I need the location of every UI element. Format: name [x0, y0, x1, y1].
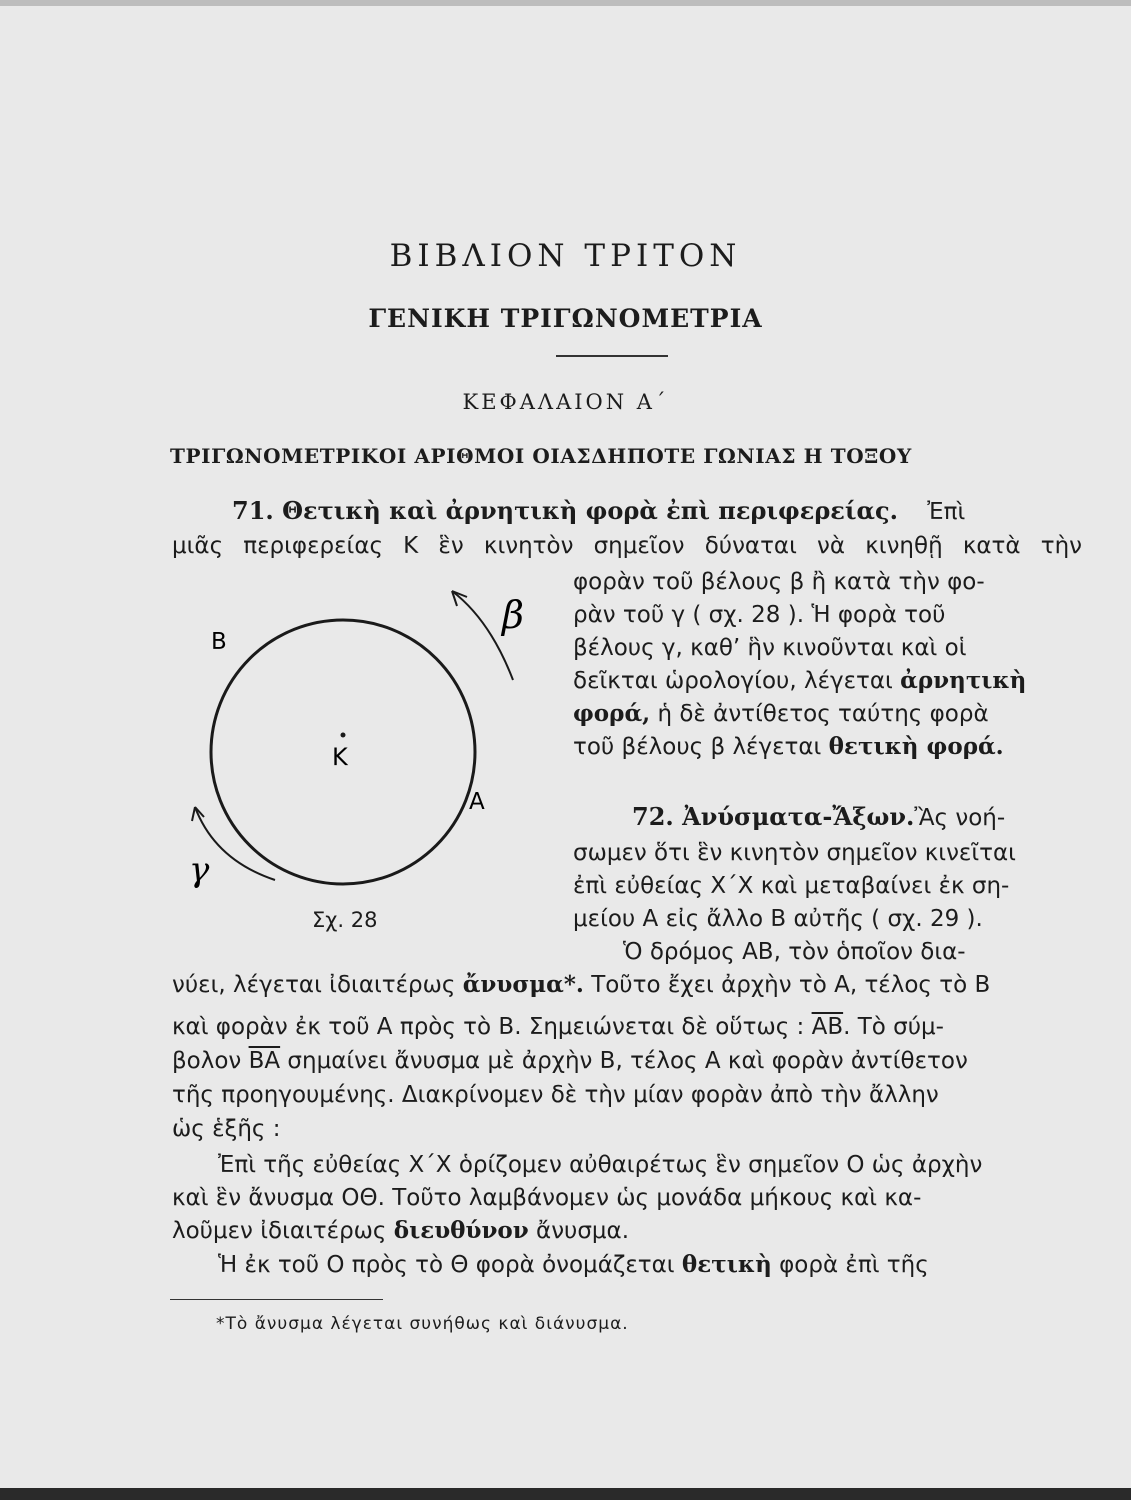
s72-line-10: ὡς ἑξῆς : — [172, 1116, 281, 1142]
s72-line-11: Ἐπὶ τῆς εὐθείας Χ΄Χ ὁρίζομεν αὐθαιρέτως ἓν σημεῖον Ο ὡς ἀρχὴν — [218, 1152, 983, 1178]
s72-heading: 72. Ἀνύσματα-Ἄξων. — [632, 802, 915, 831]
s71-l7b: ἡ δὲ ἀντίθετος ταύτης φορὰ — [657, 701, 989, 727]
scan-bottom-edge — [0, 1488, 1131, 1500]
s71-line-3: φορὰν τοῦ βέλους β ἢ κατὰ τὴν φο- — [573, 569, 985, 595]
title-rule — [556, 355, 668, 357]
s71-line-1 — [232, 496, 965, 527]
s71-line-6 — [573, 666, 1026, 696]
main-title: ΓΕΝΙΚΗ ΤΡΙΓΩΝΟΜΕΤΡΙΑ — [368, 304, 763, 333]
label-beta: β — [502, 593, 524, 637]
chapter-title: ΚΕΦΑΛΑΙΟΝ Α΄ — [462, 390, 669, 414]
label-a: Α — [469, 789, 485, 815]
scan-top-edge — [0, 0, 1131, 6]
s72-line-3: ἐπὶ εὐθείας Χ΄Χ καὶ μεταβαίνει ἐκ ση- — [573, 873, 1010, 899]
s72-l14a: Ἡ ἐκ τοῦ Ο πρὸς τὸ Θ φορὰ ὀνομάζεται — [218, 1252, 675, 1278]
s72-l1-tail: Ἂς νοή- — [914, 805, 1006, 831]
s72-line-12: καὶ ἓν ἄνυσμα ΟΘ. Τοῦτο λαμβάνομεν ὡς μονάδα μήκους καὶ κα- — [172, 1185, 922, 1211]
figure-caption: Σχ. 28 — [312, 908, 378, 932]
s72-l6b: ἄνυσμα*. — [462, 971, 584, 998]
s72-line-7 — [172, 1012, 944, 1042]
s72-l14b: θετικὴ — [681, 1251, 772, 1278]
s71-l8b: θετικὴ φορά. — [828, 733, 1004, 760]
s72-l8a: βολον — [172, 1048, 242, 1074]
s72-l13a: λοῦμεν ἰδιαιτέρως — [172, 1218, 387, 1244]
s72-line-5: Ὁ δρόμος ΑΒ, τὸν ὁποῖον δια- — [623, 939, 966, 965]
s72-line-1 — [632, 802, 1005, 833]
s72-l7a: καὶ φορὰν ἐκ τοῦ Α πρὸς τὸ Β. Σημειώνεται δὲ οὕτως : — [172, 1014, 805, 1040]
s71-line-4: ρὰν τοῦ γ ( σχ. 28 ). Ἡ φορὰ τοῦ — [573, 602, 946, 628]
label-b: Β — [211, 629, 227, 655]
s72-l14c: φορὰ ἐπὶ τῆς — [779, 1252, 929, 1278]
s71-l7a: φορά, — [573, 700, 651, 727]
s72-l6a: νύει, λέγεται ἰδιαιτέρως — [172, 972, 456, 998]
s72-line-13 — [172, 1216, 629, 1246]
s71-line-2: μιᾶς περιφερείας Κ ἓν κινητὸν σημεῖον δύναται νὰ κινηθῇ κατὰ τὴν — [172, 533, 1082, 559]
section-heading: ΤΡΙΓΩΝΟΜΕΤΡΙΚΟΙ ΑΡΙΘΜΟΙ ΟΙΑΣΔΗΠΟΤΕ ΓΩΝΙΑΣ Η ΤΟΞΟΥ — [170, 444, 912, 468]
s72-line-2: σωμεν ὅτι ἓν κινητὸν σημεῖον κινεῖται — [573, 840, 1016, 866]
s72-l7b: $\overline{AB}$ — [811, 1014, 844, 1040]
footnote-rule — [170, 1299, 383, 1300]
figure-28 — [175, 585, 535, 945]
s71-l1-tail: Ἐπὶ — [927, 499, 966, 525]
s71-l6b: ἀρνητικὴ — [900, 667, 1027, 694]
label-k: Κ — [332, 743, 348, 771]
s72-line-6 — [172, 970, 990, 1000]
s72-l7c: . Τὸ σύμ- — [843, 1014, 944, 1040]
s71-heading: 71. Θετικὴ καὶ ἀρνητικὴ φορὰ ἐπὶ περιφερείας. — [232, 496, 898, 525]
footnote: *Τὸ ἄνυσμα λέγεται συνήθως καὶ διάνυσμα. — [216, 1314, 629, 1334]
s72-l6c: Τοῦτο ἔχει ἀρχὴν τὸ Α, τέλος τὸ Β — [591, 972, 991, 998]
s72-l13c: ἄνυσμα. — [536, 1218, 630, 1244]
center-point — [341, 733, 346, 738]
s71-line-7 — [573, 699, 989, 729]
s72-line-4: μείου Α εἰς ἄλλο Β αὐτῆς ( σχ. 29 ). — [573, 906, 983, 932]
s71-l6a: δεῖκται ὡρολογίου, λέγεται — [573, 668, 893, 694]
s72-l8c: σημαίνει ἄνυσμα μὲ ἀρχὴν Β, τέλος Α καὶ φορὰν ἀντίθετον — [287, 1048, 968, 1074]
s71-line-5: βέλους γ, καθ’ ἣν κινοῦνται καὶ οἱ — [573, 635, 967, 661]
s72-l13b: διευθύνον — [393, 1217, 529, 1244]
s71-line-8 — [573, 732, 1004, 762]
label-gamma: γ — [189, 850, 210, 890]
s72-line-14 — [218, 1250, 929, 1280]
s72-l8b: $\overline{BA}$ — [248, 1048, 281, 1074]
book-title: ΒΙΒΛΙΟΝ ΤΡΙΤΟΝ — [389, 238, 742, 274]
s71-l8a: τοῦ βέλους β λέγεται — [573, 734, 822, 760]
s72-line-9: τῆς προηγουμένης. Διακρίνομεν δὲ τὴν μίαν φορὰν ἀπὸ τὴν ἄλλην — [172, 1082, 939, 1108]
s72-line-8 — [172, 1046, 968, 1076]
